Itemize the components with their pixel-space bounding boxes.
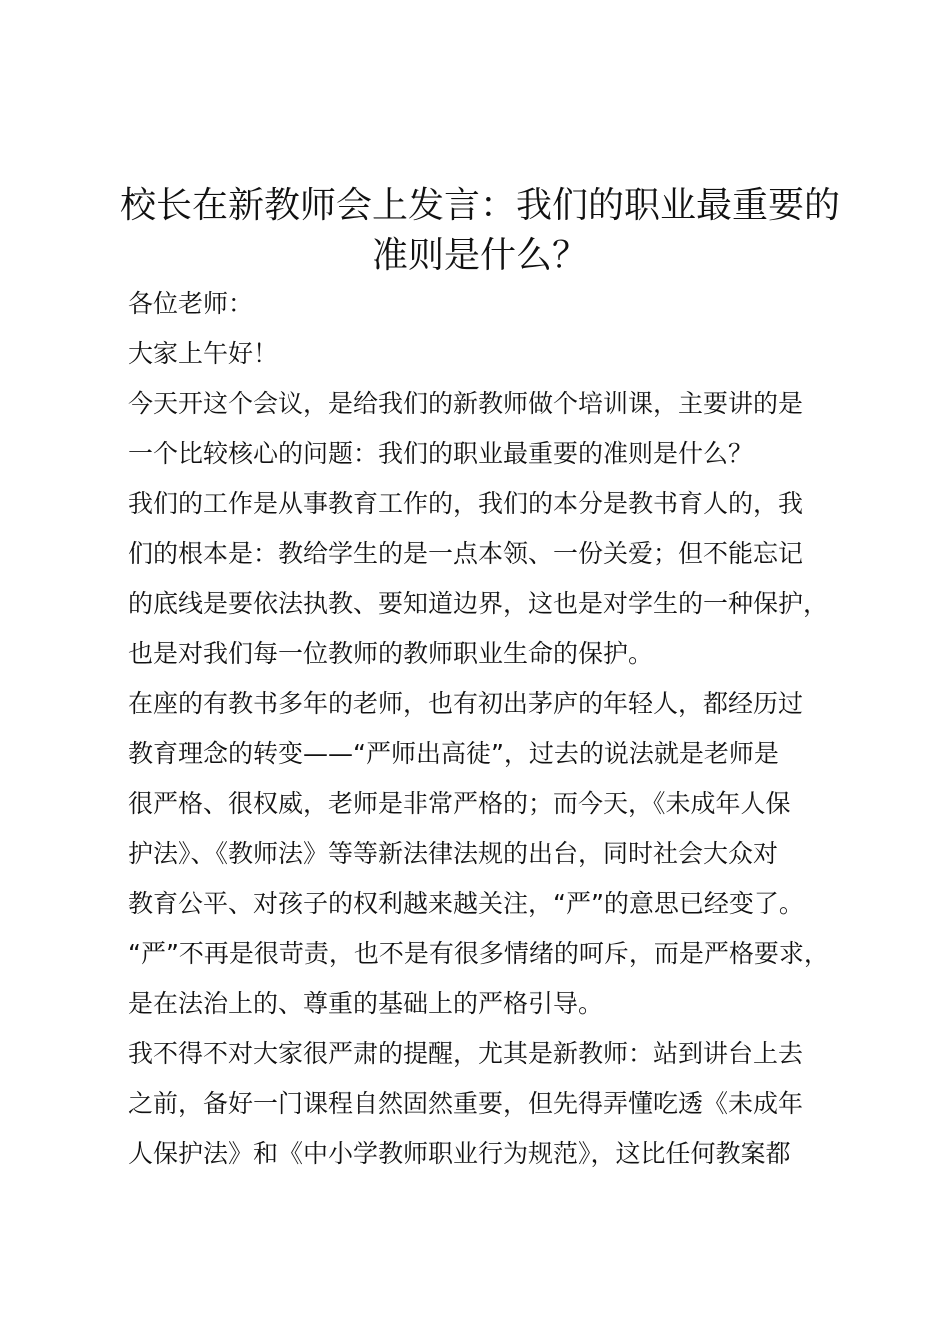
body-line: 的底线是要依法执教、要知道边界，这也是对学生的一种保护， — [128, 589, 829, 618]
body-line: 是在法治上的、尊重的基础上的严格引导。 — [128, 989, 604, 1018]
body-line: 护法》、《教师法》等等新法律法规的出台，同时社会大众对 — [128, 839, 779, 868]
body-line: 们的根本是：教给学生的是一点本领、一份关爱；但不能忘记 — [128, 539, 804, 568]
salutation: 各位老师： — [128, 289, 254, 318]
body-line: 教育公平、对孩子的权利越来越关注，“严”的意思已经变了。 — [128, 889, 804, 918]
body-line: 很严格、很权威，老师是非常严格的；而今天，《未成年人保 — [128, 789, 791, 818]
body-line: 一个比较核心的问题：我们的职业最重要的准则是什么？ — [128, 439, 754, 468]
document-title-line-1: 校长在新教师会上发言：我们的职业最重要的 — [119, 185, 840, 226]
body-line: 也是对我们每一位教师的教师职业生命的保护。 — [128, 639, 654, 668]
body-line: 今天开这个会议，是给我们的新教师做个培训课，主要讲的是 — [128, 389, 804, 418]
body-line: 在座的有教书多年的老师，也有初出茅庐的年轻人，都经历过 — [128, 689, 804, 718]
body-line: “严”不再是很苛责，也不是有很多情绪的呵斥，而是严格要求， — [128, 939, 829, 968]
body-line: 我们的工作是从事教育工作的，我们的本分是教书育人的，我 — [128, 489, 804, 518]
body-line: 之前，备好一门课程自然固然重要，但先得弄懂吃透《未成年 — [128, 1089, 804, 1118]
body-line: 教育理念的转变——“严师出高徒”，过去的说法就是老师是 — [128, 739, 779, 768]
document-title-line-2: 准则是什么？ — [371, 235, 588, 276]
greeting: 大家上午好！ — [128, 339, 279, 368]
body-line: 人保护法》和《中小学教师职业行为规范》，这比任何教案都 — [128, 1139, 791, 1168]
body-line: 我不得不对大家很严肃的提醒，尤其是新教师：站到讲台上去 — [128, 1039, 804, 1068]
